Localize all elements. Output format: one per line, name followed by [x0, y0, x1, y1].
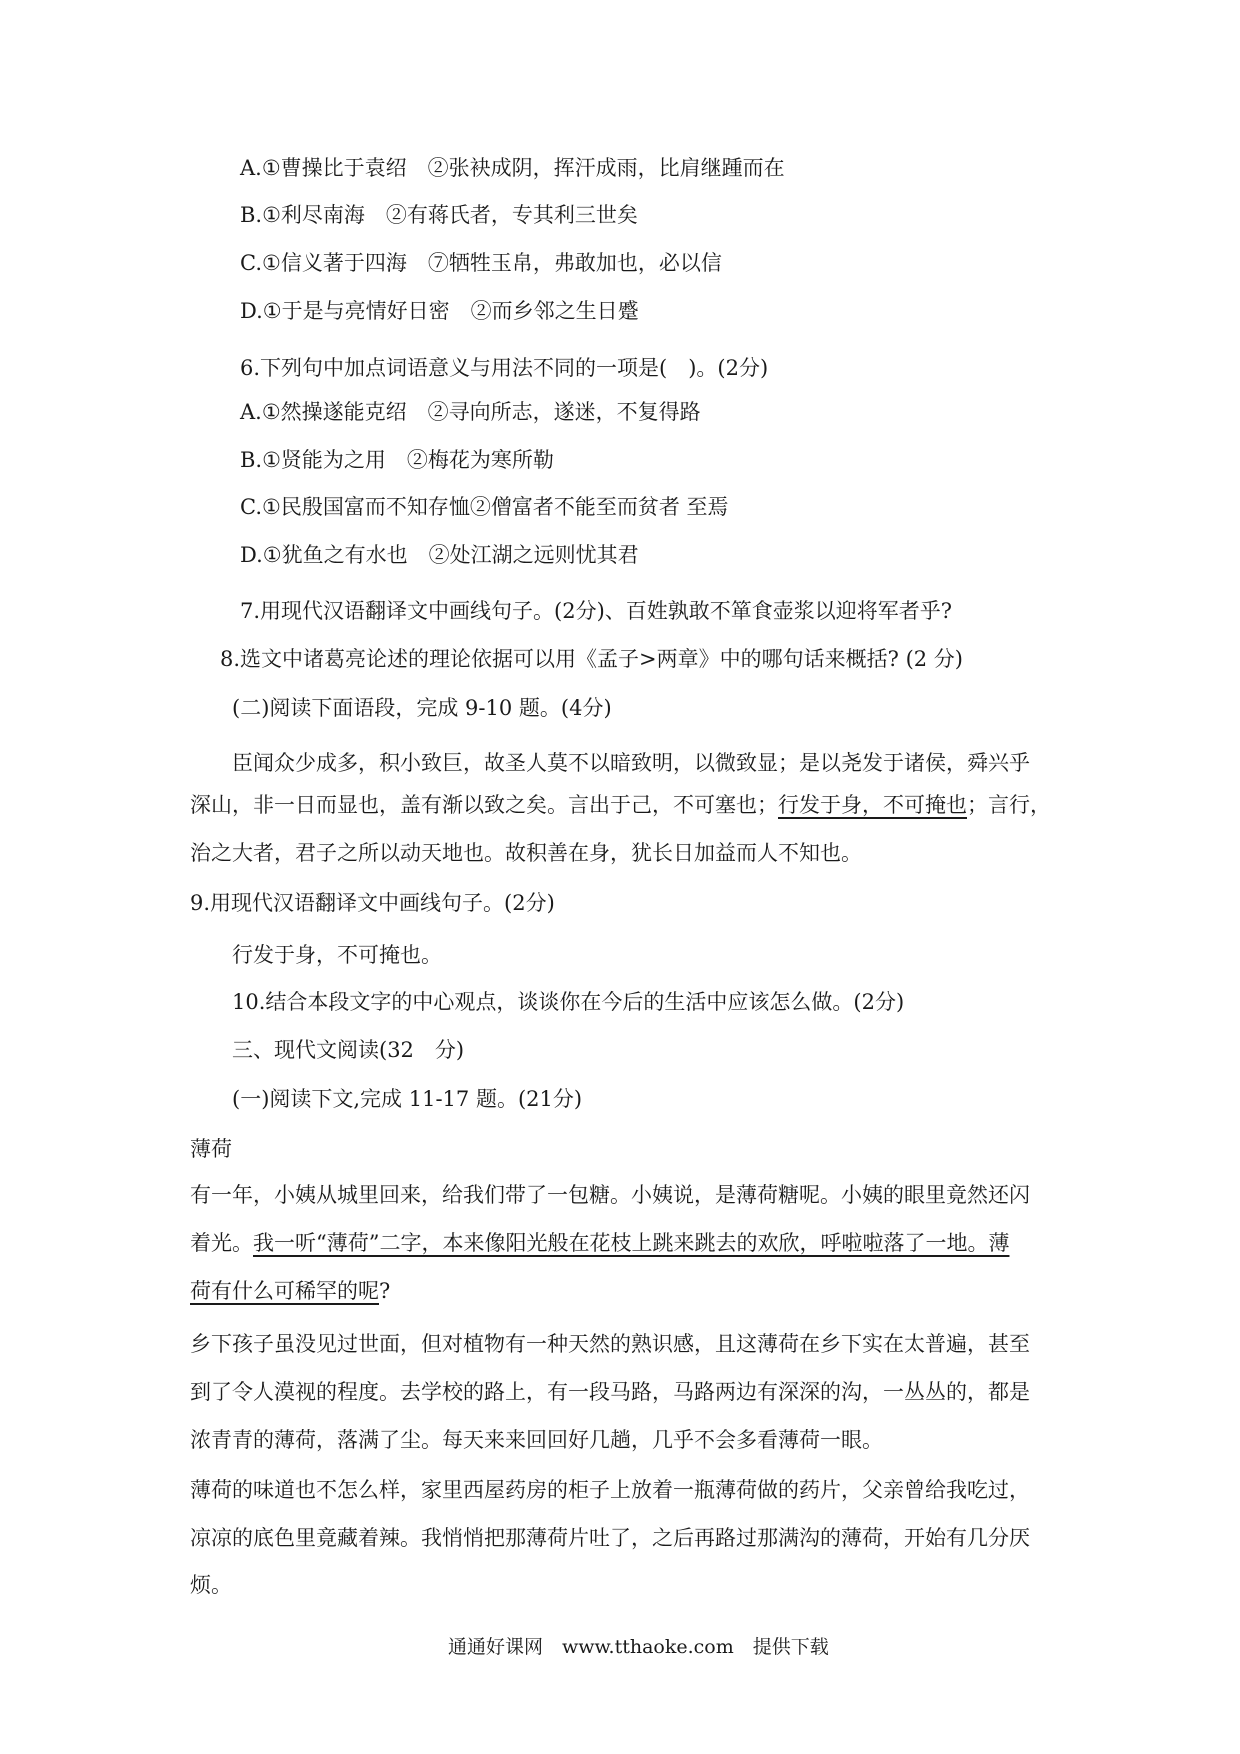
q6-option-a: A.①然操遂能克绍 ②寻向所志，遂迷，不复得路 — [240, 400, 701, 424]
article-line-7: 薄荷的味道也不怎么样，家里西屋药房的柜子上放着一瓶薄荷做的药片，父亲曾给我吃过， — [190, 1478, 1030, 1502]
question-9-sentence: 行发于身，不可掩也。 — [232, 943, 442, 967]
passage-line-2 — [190, 790, 1051, 820]
underlined-sentence-end: 荷有什么可稀罕的呢 — [190, 1279, 379, 1303]
article-line-5: 到了令人漠视的程度。去学校的路上，有一段马路，马路两边有深深的沟，一丛丛的，都是 — [190, 1380, 1030, 1404]
section3-heading: 三、现代文阅读(32 分) — [232, 1038, 465, 1062]
article-title: 薄荷 — [190, 1137, 232, 1161]
q5-option-c: C.①信义著于四海 ⑦牺牲玉帛，弗敢加也，必以信 — [240, 251, 722, 275]
passage-line-2-text: 深山，非一日而显也，盖有渐以致之矣。言出于己，不可塞也； — [190, 793, 778, 817]
section3-subheading: (一)阅读下文,完成 11-17 题。(21分) — [232, 1087, 583, 1111]
q6-option-d: D.①犹鱼之有水也 ②处江湖之远则忧其君 — [240, 543, 639, 567]
q6-option-c: C.①民殷国富而不知存恤②僧富者不能至而贫者 至焉 — [240, 495, 729, 519]
q5-option-a: A.①曹操比于袁绍 ②张袂成阴，挥汗成雨，比肩继踵而在 — [240, 156, 785, 180]
article-line-2 — [190, 1228, 1009, 1258]
question-10: 10.结合本段文字的中心观点，谈谈你在今后的生活中应该怎么做。(2分) — [232, 990, 905, 1014]
article-line-9: 烦。 — [190, 1573, 232, 1597]
question-9: 9.用现代汉语翻译文中画线句子。(2分) — [190, 891, 555, 915]
article-line-6: 浓青青的薄荷，落满了尘。每天来来回回好几趟，几乎不会多看薄荷一眼。 — [190, 1428, 883, 1452]
q5-option-d: D.①于是与亮情好日密 ②而乡邻之生日蹙 — [240, 299, 639, 323]
question-8: 8.选文中诸葛亮论述的理论依据可以用《孟子>两章》中的哪句话来概括? (2 分) — [220, 647, 963, 671]
q6-stem: 6.下列句中加点词语意义与用法不同的一项是( )。(2分) — [240, 356, 769, 380]
passage-line-2-end: ；言行， — [967, 793, 1051, 817]
page-footer: 通通好课网 www.tthaoke.com 提供下载 — [448, 1636, 829, 1658]
article-line-2-text: 着光。 — [190, 1231, 253, 1255]
article-line-8: 凉凉的底色里竟藏着辣。我悄悄把那薄荷片吐了，之后再路过那满沟的薄荷，开始有几分厌 — [190, 1526, 1030, 1550]
passage-line-1: 臣闻众少成多，积小致巨，故圣人莫不以暗致明，以微致显；是以尧发于诸侯，舜兴乎 — [232, 751, 1030, 775]
article-line-3 — [190, 1276, 390, 1306]
passage-line-3: 治之大者，君子之所以动天地也。故积善在身，犹长日加益而人不知也。 — [190, 841, 862, 865]
article-line-1: 有一年，小姨从城里回来，给我们带了一包糖。小姨说，是薄荷糖呢。小姨的眼里竟然还闪 — [190, 1183, 1030, 1207]
question-7: 7.用现代汉语翻译文中画线句子。(2分)、百姓孰敢不箪食壶浆以迎将军者乎? — [240, 599, 953, 623]
section2-heading: (二)阅读下面语段，完成 9-10 题。(4分) — [232, 696, 612, 720]
q6-option-b: B.①贤能为之用 ②梅花为寒所勒 — [240, 448, 554, 472]
q5-option-b: B.①利尽南海 ②有蒋氏者，专其利三世矣 — [240, 203, 638, 227]
article-line-3-end: ? — [379, 1279, 391, 1303]
underlined-sentence: 行发于身，不可掩也 — [778, 793, 967, 817]
article-line-4: 乡下孩子虽没见过世面，但对植物有一种天然的熟识感，且这薄荷在乡下实在太普遍，甚至 — [190, 1332, 1030, 1356]
underlined-sentence: 我一听“薄荷”二字，本来像阳光般在花枝上跳来跳去的欢欣，呼啦啦落了一地。薄 — [253, 1231, 1010, 1255]
